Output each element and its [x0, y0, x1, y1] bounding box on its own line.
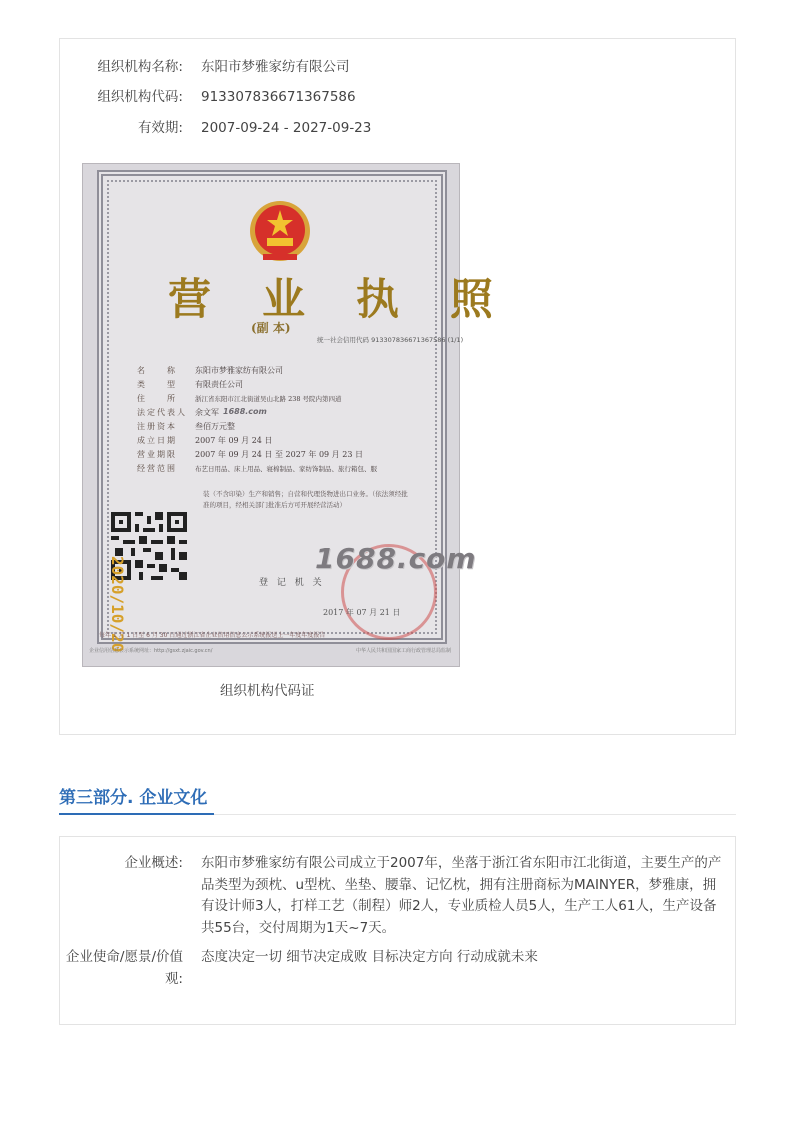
org-code-value: 913307836671367586 — [201, 89, 356, 105]
watermark: 1688.com — [315, 542, 477, 575]
mission-value: 态度决定一切 细节决定成败 目标决定方向 行动成就未来 — [201, 949, 538, 965]
overview-value: 东阳市梦雅家纺有限公司成立于2007年，坐落于浙江省东阳市江北街道，主要生产的产品类型为颈枕、u型枕、坐垫、腰靠、记忆枕，拥有注册商标为MAINYER，梦雅康，拥有设计师3人，打样工艺（制程）师2人，专业质检人员5人，生产工人61人，生产设备共55台，交付周期为1天~7天。 — [201, 855, 722, 936]
validity-label: 有效期: — [137, 120, 183, 136]
organization-info-card — [59, 38, 736, 735]
license-footer-url: 企业信用信息公示系统网址：http://gsxt.zjaic.gov.cn/ — [89, 648, 213, 654]
license-fields — [137, 364, 377, 476]
license-field — [137, 364, 377, 378]
license-footer-org: 中华人民共和国国家工商行政管理总局监制 — [355, 648, 451, 654]
license-field — [137, 448, 377, 462]
watermark-small: 1688.com — [223, 407, 267, 416]
license-field-value: 2007 年 09 月 24 日 — [195, 436, 273, 445]
national-emblem-icon — [245, 198, 315, 268]
overview-row — [60, 853, 729, 939]
license-field-value: 东阳市梦雅家纺有限公司 — [195, 366, 283, 375]
overview-label: 企业概述: — [124, 855, 183, 871]
license-field — [137, 434, 377, 448]
org-code-row — [60, 87, 356, 108]
license-field-value: 布艺日用品、床上用品、寝棉制品、家纺饰制品、旅行箱包、服 — [195, 465, 377, 473]
license-footer-notice: 每年 1 月 1 日至 6 月 30 日通过浙江省企业信用信息公示系统报送上一年度年度报告 — [99, 632, 326, 639]
license-field-key: 注册资本 — [137, 422, 177, 431]
license-field — [137, 378, 377, 392]
license-field-value: 叁佰万元整 — [195, 422, 235, 431]
license-field-key: 类 型 — [137, 380, 177, 389]
org-name-value: 东阳市梦雅家纺有限公司 — [201, 59, 350, 75]
image-caption: 组织机构代码证 — [220, 683, 315, 699]
license-field-key: 经营范围 — [137, 464, 177, 473]
license-field — [137, 420, 377, 434]
license-field — [137, 392, 377, 406]
org-name-row — [60, 57, 350, 78]
photo-date-stamp: 2020/10/20 — [108, 556, 127, 653]
section-title-underline — [59, 813, 214, 815]
mission-row — [60, 947, 729, 990]
org-name-label: 组织机构名称: — [97, 59, 183, 75]
org-code-label: 组织机构代码: — [97, 89, 183, 105]
license-issue-date: 2017 年 07 月 21 日 — [323, 608, 401, 617]
license-field-key: 名 称 — [137, 366, 177, 375]
license-title: 营 业 执 照 — [168, 275, 511, 325]
culture-card — [59, 836, 736, 1025]
validity-value: 2007-09-24 - 2027-09-23 — [201, 120, 372, 136]
section-title: 第三部分. 企业文化 — [59, 788, 208, 808]
license-field-value: 浙江省东阳市江北街道吴山北路 238 号院内第四道 — [195, 395, 342, 403]
mission-label: 企业使命/愿景/价值观: — [65, 949, 183, 987]
registration-office: 登 记 机 关 — [259, 578, 325, 588]
license-field-key: 营业期限 — [137, 450, 177, 459]
license-credit-code: 统一社会信用代码 913307836671367586 (1/1) — [317, 336, 464, 344]
validity-row — [60, 118, 371, 139]
license-field-value: 余文军 — [195, 408, 219, 417]
business-license-image[interactable] — [82, 163, 511, 667]
license-field-key: 住 所 — [137, 394, 177, 403]
license-field-value: 2007 年 09 月 24 日 至 2027 年 09 月 23 日 — [195, 450, 363, 459]
license-field-value: 有限责任公司 — [195, 380, 243, 389]
license-subtitle: (副 本) — [251, 321, 291, 335]
license-scope-text: 装（不含印染）生产和销售；自营和代理货物进出口业务。（依法须经批准的项目，经相关部门批准后方可开展经营活动） — [203, 490, 408, 509]
license-field-key: 法定代表人 — [137, 408, 187, 417]
license-field-key: 成立日期 — [137, 436, 177, 445]
license-field — [137, 462, 377, 476]
